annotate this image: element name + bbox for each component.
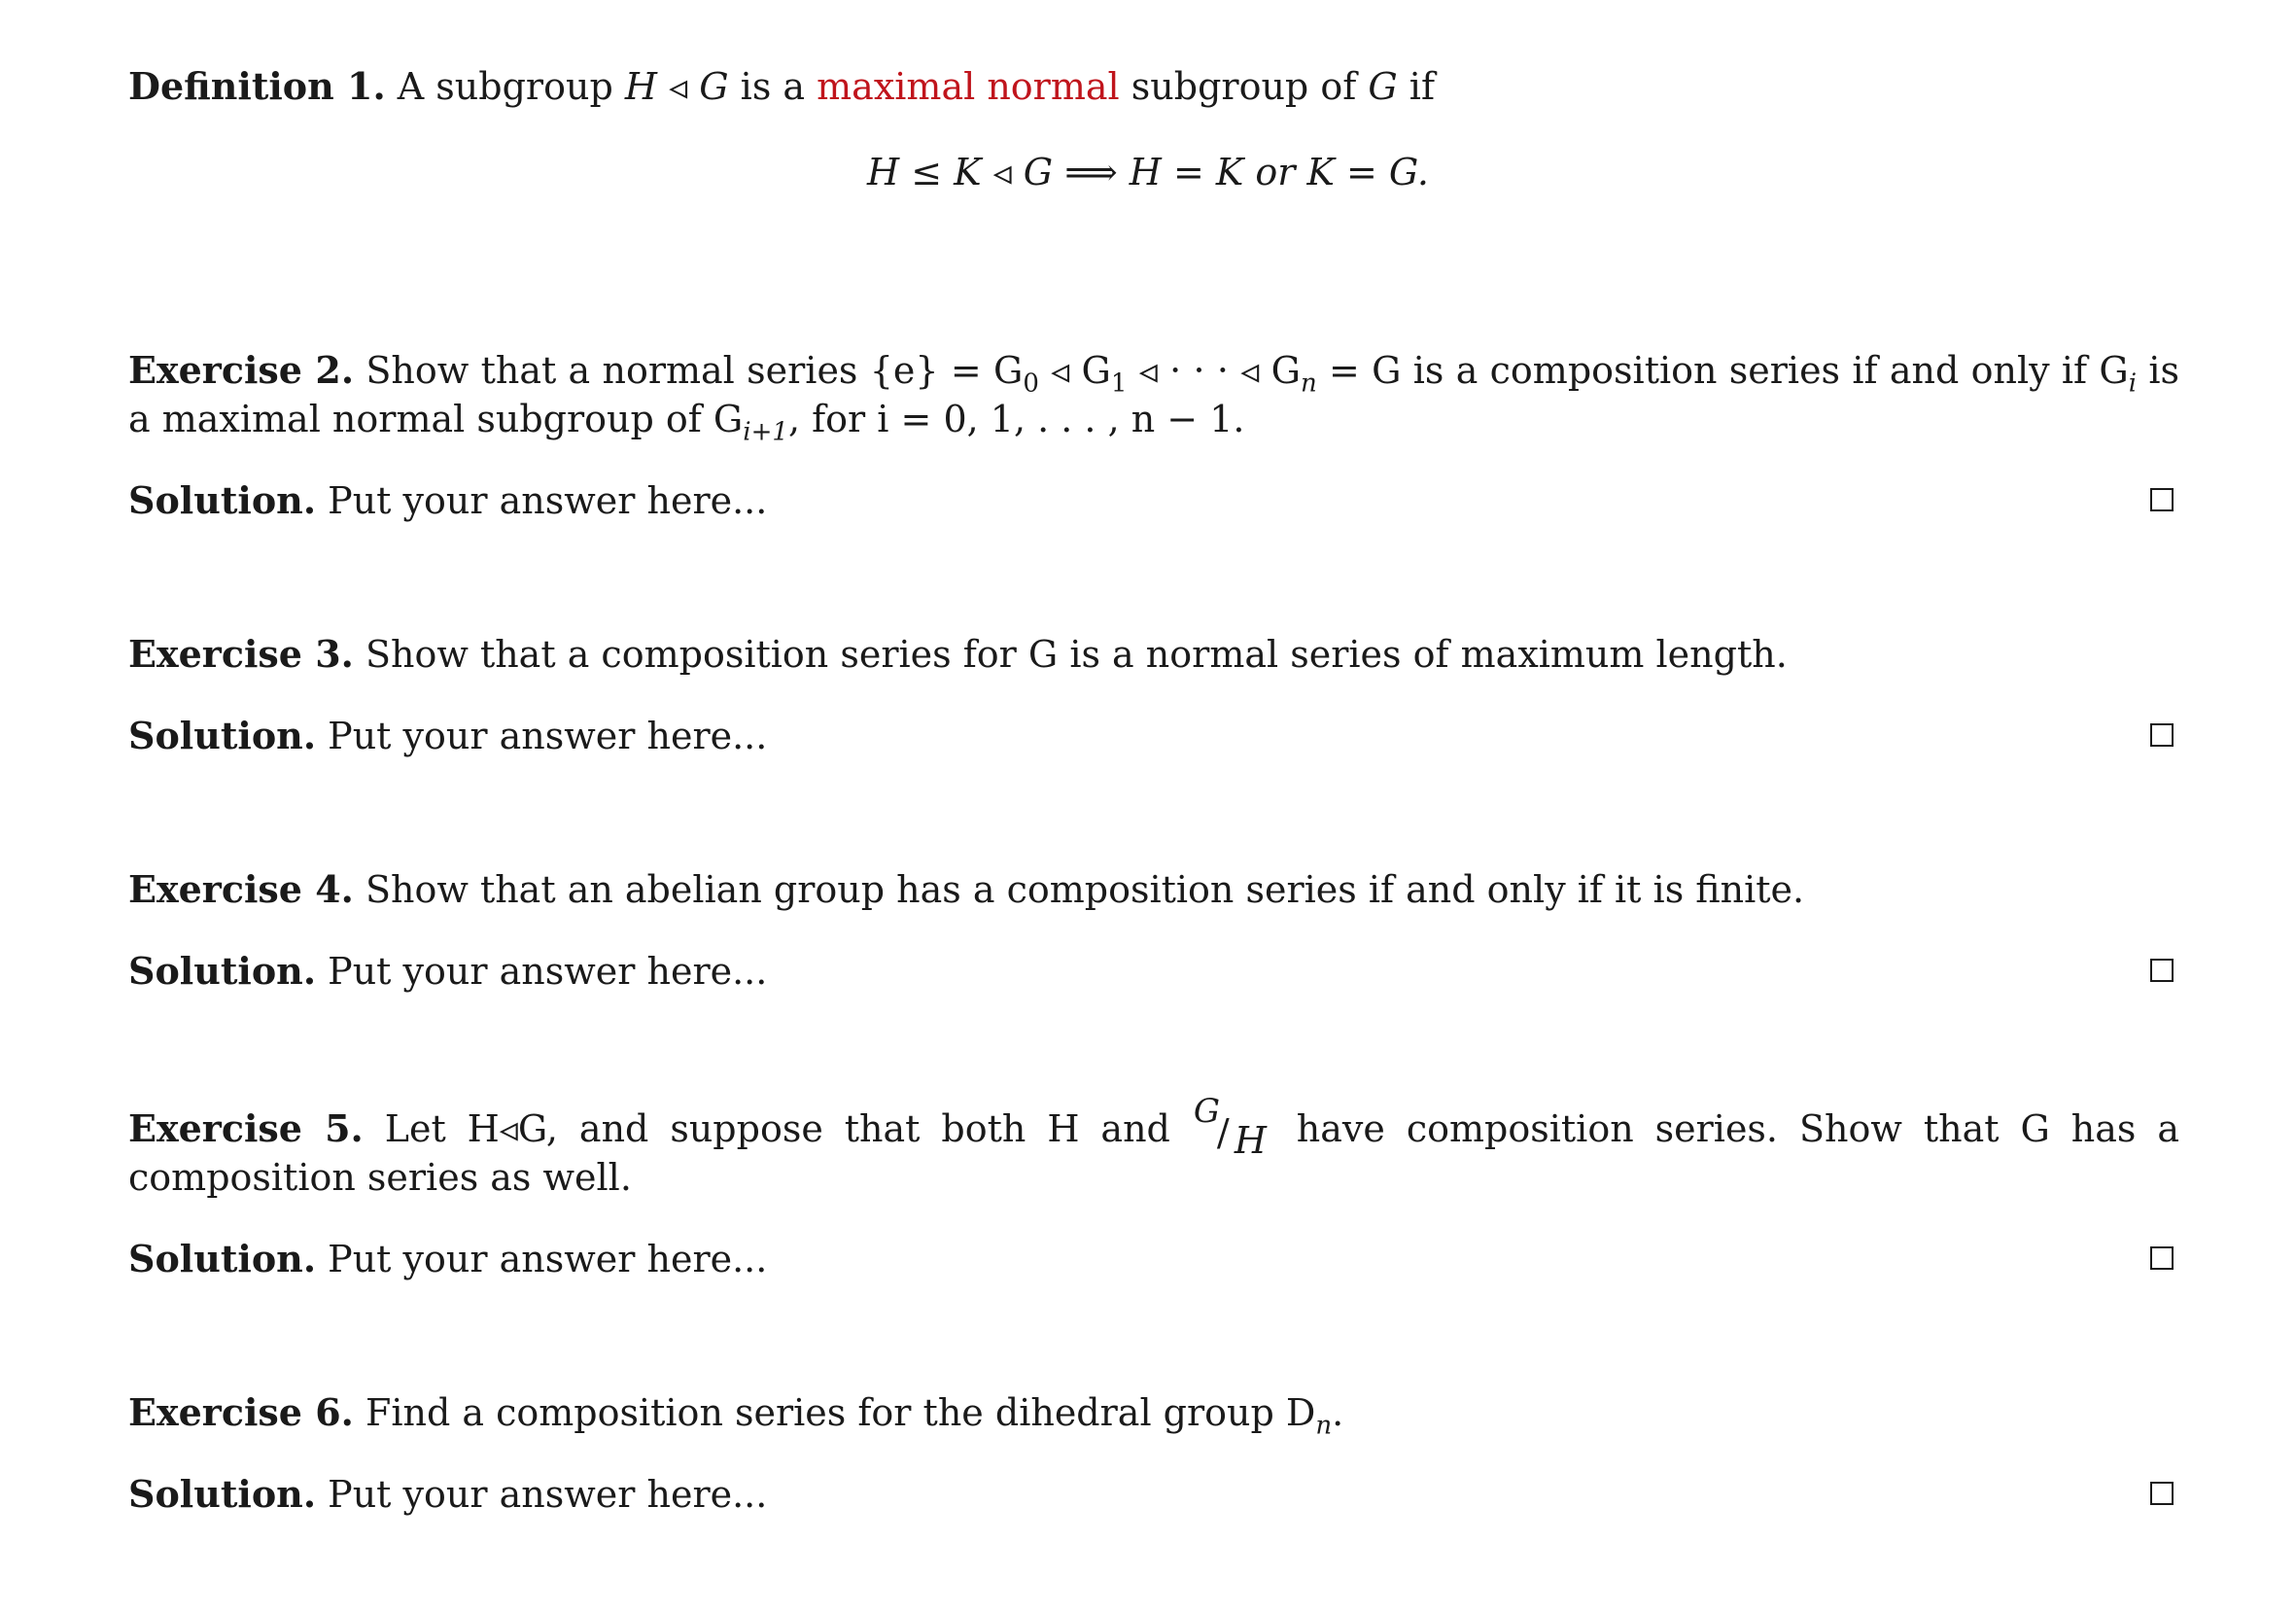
exercise-5-heading: Exercise 5. bbox=[128, 1106, 364, 1150]
solution-heading: Solution. bbox=[128, 714, 317, 757]
qed-box-icon bbox=[2150, 1482, 2174, 1505]
quotient-group-fraction bbox=[1192, 1092, 1275, 1162]
exercise-2-part2: ◃ G bbox=[1038, 349, 1111, 392]
fraction-slash: / bbox=[1216, 1111, 1230, 1154]
definition-text-before: A subgroup bbox=[397, 65, 625, 108]
exercise-2-subi: i bbox=[2128, 368, 2138, 399]
exercise-2 bbox=[128, 346, 2180, 447]
exercise-6 bbox=[128, 1388, 2179, 1441]
definition-heading: Definition 1. bbox=[128, 64, 386, 108]
definition-text-end: if bbox=[1397, 65, 1436, 108]
exercise-3-heading: Exercise 3. bbox=[128, 632, 354, 676]
exercise-2-part3: ◃ · · · ◃ G bbox=[1127, 349, 1301, 392]
exercise-2-subi1: i+1 bbox=[743, 417, 788, 447]
definition-1 bbox=[128, 62, 2179, 111]
exercise-2-part1: Show that a normal series {e} = G bbox=[365, 349, 1024, 392]
exercise-2-part5: is a maximal normal subgroup of G bbox=[128, 349, 2180, 440]
definition-subgroup-expr: H ◃ G bbox=[624, 65, 729, 108]
exercise-2-heading: Exercise 2. bbox=[128, 348, 355, 392]
fraction-numerator: G bbox=[1193, 1092, 1221, 1131]
exercise-3 bbox=[128, 630, 2179, 679]
solution-heading: Solution. bbox=[128, 949, 317, 993]
solution-heading: Solution. bbox=[128, 1237, 317, 1280]
solution-6 bbox=[128, 1470, 2179, 1519]
exercise-5-part1: Let H◃G, and suppose that both H and bbox=[384, 1107, 1192, 1150]
exercise-2-subn: n bbox=[1300, 368, 1317, 399]
exercise-6-subn: n bbox=[1315, 1411, 1333, 1441]
definition-text-after: subgroup of bbox=[1119, 65, 1369, 108]
exercise-3-text: Show that a composition series for G is a normal series of maximum length. bbox=[365, 633, 1788, 676]
exercise-2-part6: , for i = 0, 1, . . . , n − 1. bbox=[787, 398, 1245, 440]
solution-4 bbox=[128, 947, 2179, 996]
exercise-4-heading: Exercise 4. bbox=[128, 867, 354, 911]
exercise-6-heading: Exercise 6. bbox=[128, 1390, 354, 1434]
solution-heading: Solution. bbox=[128, 1472, 317, 1516]
maximal-normal-term: maximal normal bbox=[817, 65, 1120, 108]
definition-text-is-a: is a bbox=[728, 65, 818, 108]
exercise-6-part2: . bbox=[1332, 1391, 1344, 1434]
solution-placeholder: Put your answer here... bbox=[328, 479, 768, 522]
solution-placeholder: Put your answer here... bbox=[328, 715, 768, 757]
solution-heading: Solution. bbox=[128, 478, 317, 522]
qed-box-icon bbox=[2150, 488, 2174, 511]
definition-group-g: G bbox=[1368, 65, 1398, 108]
qed-box-icon bbox=[2150, 1246, 2174, 1270]
solution-placeholder: Put your answer here... bbox=[328, 1238, 768, 1280]
solution-placeholder: Put your answer here... bbox=[328, 1473, 768, 1516]
solution-3 bbox=[128, 712, 2179, 760]
fraction-denominator: H bbox=[1234, 1119, 1267, 1162]
exercise-5 bbox=[128, 1092, 2180, 1202]
solution-2 bbox=[128, 476, 2179, 525]
qed-box-icon bbox=[2150, 723, 2174, 747]
exercise-4 bbox=[128, 865, 2179, 914]
exercise-5-part2: have composition series. Show that G has a composition series as well. bbox=[128, 1107, 2180, 1199]
solution-placeholder: Put your answer here... bbox=[328, 950, 768, 993]
solution-5 bbox=[128, 1235, 2179, 1283]
exercise-2-sub1: 1 bbox=[1110, 368, 1128, 399]
definition-display-formula: H ≤ K ◃ G ⟹ H = K or K = G. bbox=[867, 151, 1429, 193]
exercise-2-part4: = G is a composition series if and only if G bbox=[1316, 349, 2129, 392]
exercise-2-sub0: 0 bbox=[1023, 368, 1039, 399]
exercise-4-text: Show that an abelian group has a composition series if and only if it is finite. bbox=[365, 868, 1805, 911]
qed-box-icon bbox=[2150, 959, 2174, 982]
exercise-6-part1: Find a composition series for the dihedral group D bbox=[365, 1391, 1316, 1434]
